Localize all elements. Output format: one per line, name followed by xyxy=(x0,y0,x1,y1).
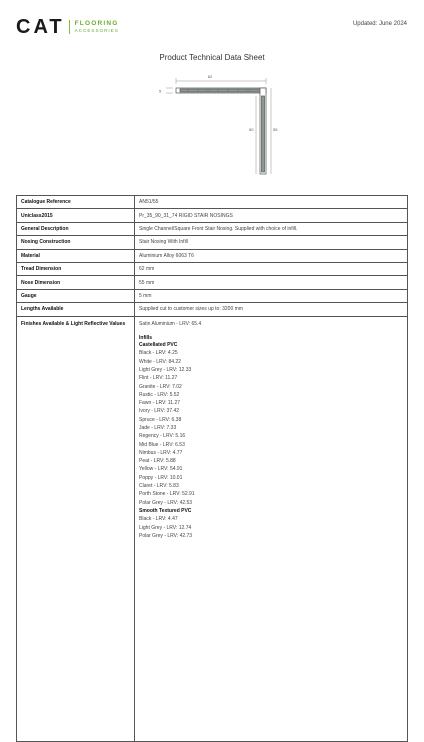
list-item: Poppy - LRV: 10.01 xyxy=(139,474,183,481)
table-row xyxy=(17,303,408,316)
smooth-list xyxy=(139,515,403,540)
table-row xyxy=(17,236,408,249)
dim-outer-label: 55 xyxy=(273,127,278,132)
list-item: Mid Blue - LRV: 6.53 xyxy=(139,441,185,448)
list-item: Ivory - LRV: 37.42 xyxy=(139,408,180,415)
castellated-heading: Castellated PVC xyxy=(139,342,178,349)
infills-heading: Infills xyxy=(139,334,153,341)
spec-value: Single Channel/Square Front Stair Nosing. Supplied with choice of infill. xyxy=(135,222,408,235)
list-item: Granite - LRV: 7.02 xyxy=(139,383,182,390)
spec-label: Nosing Construction xyxy=(17,236,135,249)
logo-line-1: FLOORING xyxy=(74,19,119,27)
spec-value: Pr_35_90_31_74 RIGID STAIR NOSINGS xyxy=(135,209,408,222)
spec-label: Material xyxy=(17,249,135,262)
logo-main: CAT xyxy=(16,16,65,38)
table-row xyxy=(17,289,408,302)
spec-label: Catalogue Reference xyxy=(17,196,135,209)
list-item: Rustic - LRV: 5.52 xyxy=(139,391,180,398)
spec-value: Aluminium Alloy 6063 T6 xyxy=(135,249,408,262)
page-header xyxy=(0,0,424,40)
list-item: Fawn - LRV: 11.27 xyxy=(139,400,181,407)
list-item: Polar Grey - LRV: 42.53 xyxy=(139,499,193,506)
stair-nosing-profile-drawing xyxy=(148,70,278,180)
left-dimension-line xyxy=(166,88,173,93)
table-row xyxy=(17,249,408,262)
spec-label: General Description xyxy=(17,222,135,235)
document-title: Product Technical Data Sheet xyxy=(159,53,265,62)
logo-subtitle xyxy=(75,21,119,34)
list-item: Yellow - LRV: 54.91 xyxy=(139,466,183,473)
list-item: White - LRV: 84.22 xyxy=(139,358,181,365)
list-item: Light Grey - LRV: 12.33 xyxy=(139,366,192,373)
list-item: Spruce - LRV: 6.38 xyxy=(139,416,182,423)
table-row-finishes xyxy=(17,316,408,741)
spec-label: Lengths Available xyxy=(17,303,135,316)
list-item: Claret - LRV: 5.83 xyxy=(139,483,179,490)
spec-table xyxy=(16,195,408,742)
spec-value: 5 mm xyxy=(135,289,408,302)
table-row xyxy=(17,196,408,209)
spec-label: Gauge xyxy=(17,289,135,302)
updated-date: Updated: June 2024 xyxy=(352,21,407,27)
spec-value: 62 mm xyxy=(135,262,408,275)
spec-value: AN51/55 xyxy=(135,196,408,209)
list-item: Peat - LRV: 5.88 xyxy=(139,458,176,465)
smooth-heading: Smooth Textured PVC xyxy=(139,507,192,514)
list-item: Black - LRV: 4.47 xyxy=(139,516,178,523)
satin-finish: Satin Aluminium - LRV: 65.4 xyxy=(139,320,202,327)
spec-value: 55 mm xyxy=(135,276,408,289)
finishes-label: Finishes Available & Light Reflective Values xyxy=(17,316,135,741)
list-item: Nimbus - LRV: 4.77 xyxy=(139,449,183,456)
list-item: Porth Stone - LRV: 52.91 xyxy=(139,491,195,498)
list-item: Regency - LRV: 5.16 xyxy=(139,433,186,440)
castellated-list xyxy=(139,349,403,507)
spec-label: Nose Dimension xyxy=(17,276,135,289)
table-row xyxy=(17,222,408,235)
dim-left-label: 5 xyxy=(159,88,162,94)
logo-divider xyxy=(69,20,70,34)
list-item: Flint - LRV: 11.27 xyxy=(139,375,178,382)
list-item: Polar Grey - LRV: 42.73 xyxy=(139,532,193,539)
cat-logo xyxy=(16,17,119,37)
list-item: Light Grey - LRV: 12.74 xyxy=(139,524,192,531)
top-dimension-line xyxy=(176,78,266,84)
table-row xyxy=(17,262,408,275)
finishes-value xyxy=(135,316,408,741)
logo-line-2: ACCESSORIES xyxy=(74,27,119,33)
dim-top-label: 62 xyxy=(207,74,213,79)
dim-inner-label: 50 xyxy=(249,127,254,132)
spec-label: Tread Dimension xyxy=(17,262,135,275)
spec-label: Uniclass2015 xyxy=(17,209,135,222)
list-item: Jade - LRV: 7.33 xyxy=(139,424,177,431)
table-row xyxy=(17,209,408,222)
table-row xyxy=(17,276,408,289)
list-item: Black - LRV: 4.25 xyxy=(139,350,178,357)
spec-value: Stair Nosing With Infill xyxy=(135,236,408,249)
spec-value: Supplied cut to customer sizes up to: 3200 mm xyxy=(135,303,408,316)
